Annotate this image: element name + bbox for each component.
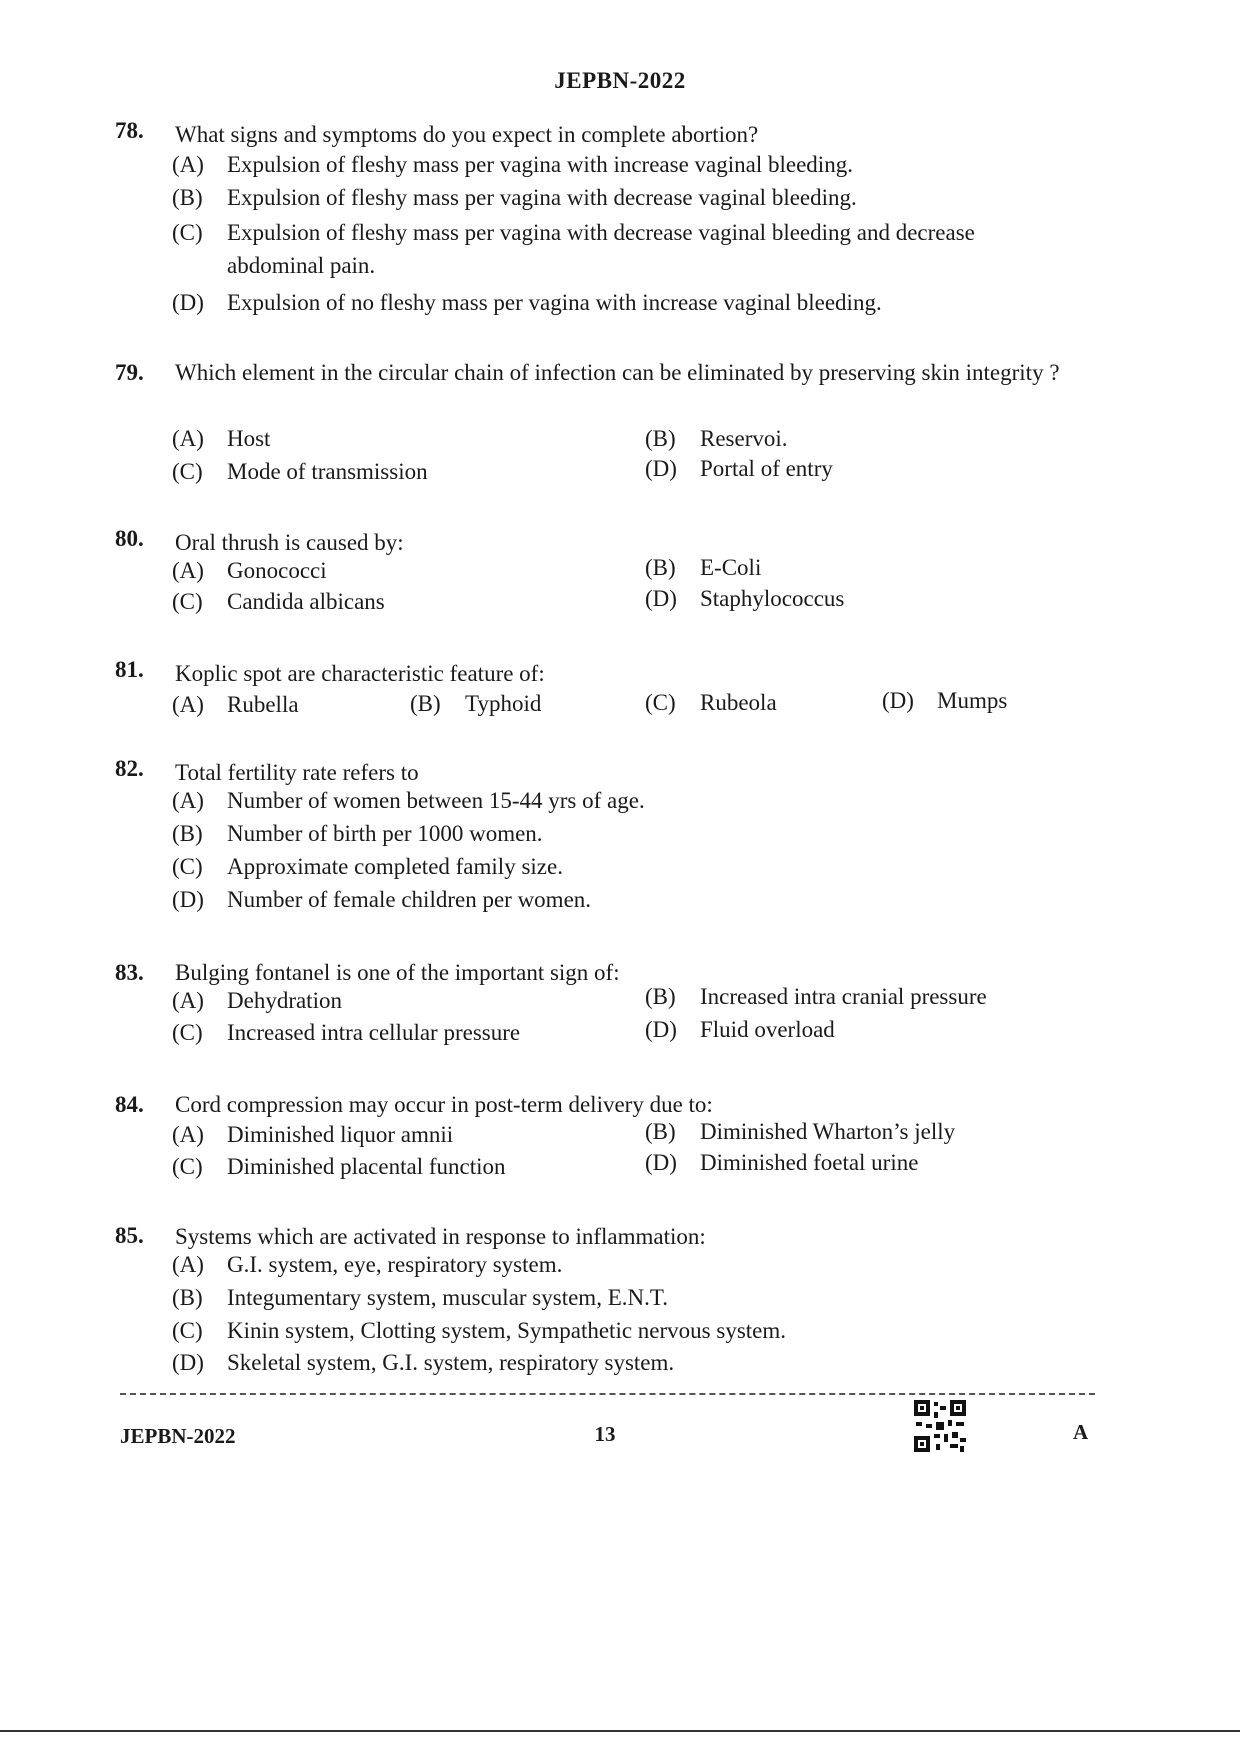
option-c: (C) Increased intra cellular pressure [172, 1020, 521, 1045]
question-text: Which element in the circular chain of infection can be eliminated by preserving skin integrity ? [175, 360, 1060, 385]
question-text: Koplic spot are characteristic feature of: [175, 661, 545, 686]
option-b: (B) Diminished Wharton’s jelly [645, 1119, 956, 1144]
option-c: (C) Expulsion of fleshy mass per vagina with decrease vaginal bleeding and decrease abdominal pain. [172, 220, 975, 278]
footer-exam-code: JEPBN-2022 [120, 1424, 236, 1448]
page-bottom-border [0, 1730, 1240, 1732]
option-b: (B) Number of birth per 1000 women. [172, 821, 543, 846]
option-a: (A) Expulsion of fleshy mass per vagina with increase vaginal bleeding. [172, 152, 853, 177]
option-a: (A) Diminished liquor amnii [172, 1122, 454, 1147]
option-d: (D) Skeletal system, G.I. system, respiratory system. [172, 1350, 675, 1375]
option-a: (A) Host [172, 426, 271, 451]
question-text: Bulging fontanel is one of the important sign of: [175, 960, 620, 985]
page-header: JEPBN-2022 [554, 68, 686, 93]
footer-divider [120, 1393, 1095, 1395]
option-a: (A) Rubella [172, 692, 299, 717]
qr-code-icon [912, 1398, 968, 1454]
option-d: (D) Diminished foetal urine [645, 1150, 919, 1175]
question-text: Total fertility rate refers to [175, 760, 419, 785]
option-d: (D) Number of female children per women. [172, 887, 592, 912]
question-text: Cord compression may occur in post-term delivery due to: [175, 1092, 713, 1117]
option-c: (C) Rubeola [645, 690, 777, 715]
option-b: (B) E-Coli [645, 555, 762, 580]
option-a: (A) Dehydration [172, 988, 342, 1013]
question-text: Oral thrush is caused by: [175, 530, 404, 555]
option-d: (D) Portal of entry [645, 456, 833, 481]
option-b: (B) Reservoi. [645, 426, 788, 451]
question-number: 85. [115, 1223, 144, 1248]
question-number: 79. [115, 360, 144, 385]
option-c: (C) Mode of transmission [172, 459, 428, 484]
option-b: (B) Integumentary system, muscular system, E.N.T. [172, 1285, 668, 1310]
option-c: (C) Diminished placental function [172, 1154, 506, 1179]
option-b: (B) Increased intra cranial pressure [645, 984, 987, 1009]
option-d: (D) Staphylococcus [645, 586, 845, 611]
option-c: (C) Candida albicans [172, 589, 385, 614]
option-b: (B) Expulsion of fleshy mass per vagina with decrease vaginal bleeding. [172, 185, 857, 210]
question-number: 80. [115, 526, 144, 551]
question-set-label: A [1073, 1420, 1089, 1444]
question-number: 83. [115, 960, 144, 985]
question-number: 78. [115, 118, 144, 143]
option-b: (B) Typhoid [410, 691, 542, 716]
option-d: (D) Expulsion of no fleshy mass per vagina with increase vaginal bleeding. [172, 290, 882, 315]
question-number: 84. [115, 1092, 144, 1117]
option-d: (D) Fluid overload [645, 1017, 835, 1042]
option-c: (C) Kinin system, Clotting system, Sympathetic nervous system. [172, 1318, 787, 1343]
option-a: (A) G.I. system, eye, respiratory system. [172, 1252, 563, 1277]
option-c: (C) Approximate completed family size. [172, 854, 563, 879]
question-text: Systems which are activated in response to inflammation: [175, 1224, 706, 1249]
option-a: (A) Gonococci [172, 558, 327, 583]
option-d: (D) Mumps [882, 688, 1008, 713]
question-number: 82. [115, 756, 144, 781]
option-a: (A) Number of women between 15-44 yrs of age. [172, 788, 645, 813]
page-number: 13 [594, 1422, 616, 1446]
question-text: What signs and symptoms do you expect in complete abortion? [175, 122, 759, 147]
question-number: 81. [115, 657, 144, 682]
